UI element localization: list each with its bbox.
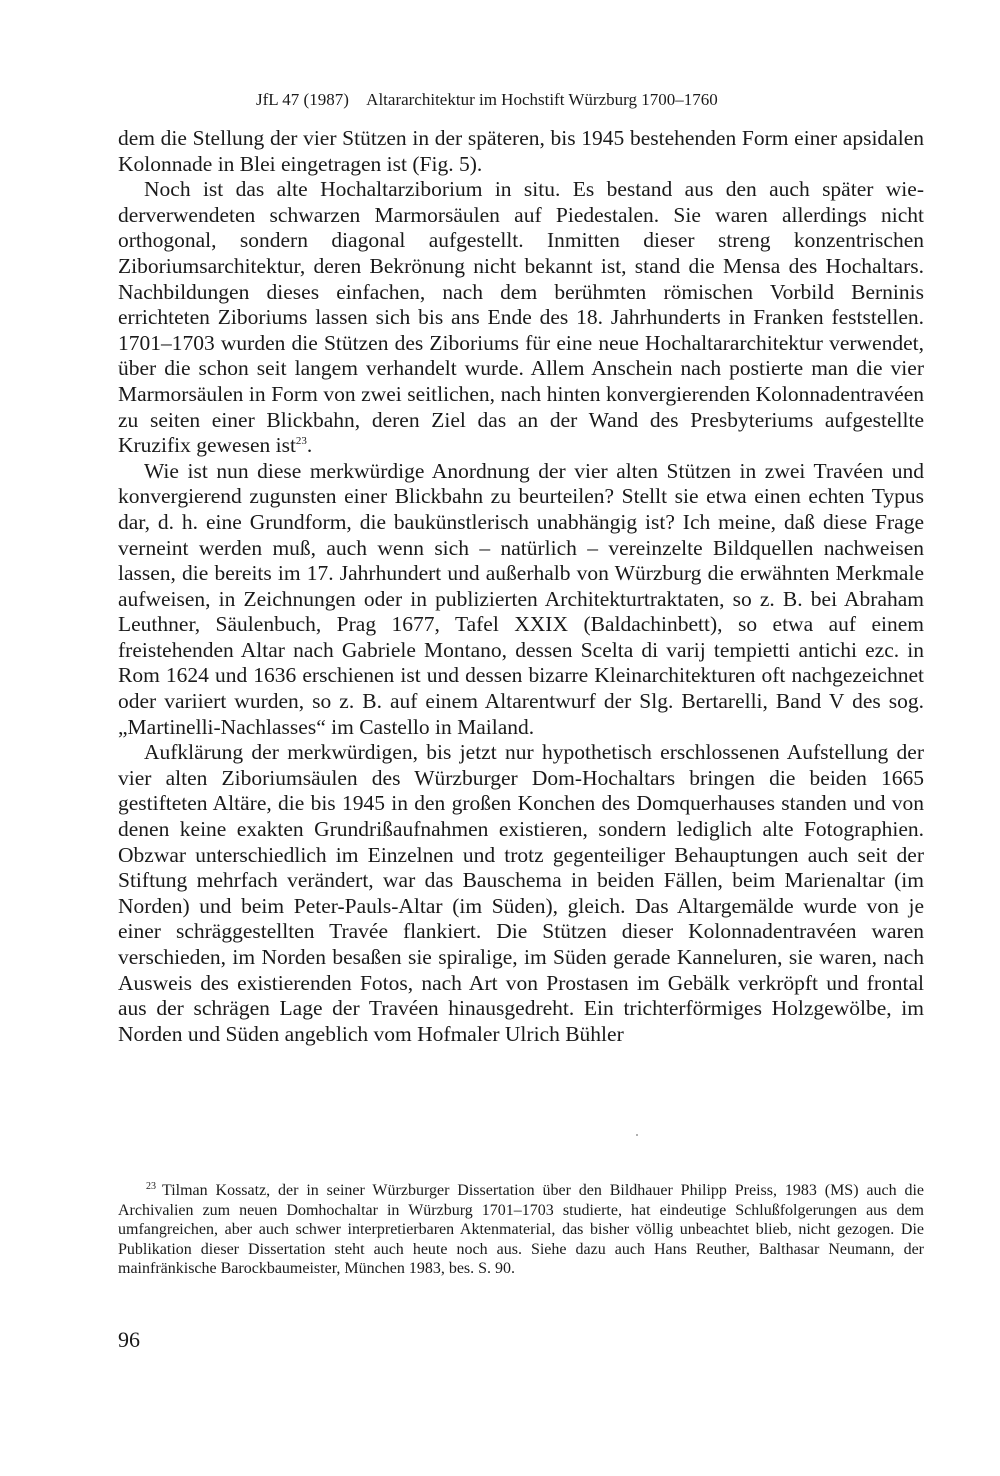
paragraph (118, 177, 924, 459)
paragraph: Aufklärung der merkwürdigen, bis jetzt nur hypothetisch erschlossenen Aufstellung der vier alten Ziboriumsäulen des Würzburger Dom-Hochaltars bringen die beiden 1665 gestifteten Altäre, die bis 1945 in den großen Konchen des Domquerhauses standen und von denen keine exakten Grundrißaufnahmen existieren, sondern lediglich alte Fotographien. Obzwar unterschiedlich im Einzelnen und trotz gegenteiliger Behauptungen auch seit der Stiftung mehrfach verändert, war das Bauschema in beiden Fällen, beim Marienaltar (im Norden) und beim Peter-Pauls-Altar (im Süden), gleich. Das Altargemälde wurde von je einer schräggestellten Travée flankiert. Die Stützen dieser Kolonnadentravéen waren verschieden, im Norden besaßen sie spiralige, im Süden gerade Kanneluren, sie waren, nach Ausweis des existierenden Fotos, nach Art von Prostasen im Gebälk verkröpft und frontal aus der schrägen Lage der Travéen hinausgedreht. Ein trichterförmiges Holzgewölbe, im Norden und Süden angeblich vom Hofmaler Ulrich Bühler (118, 740, 924, 1046)
footnote (118, 1181, 924, 1279)
paragraph-text: Noch ist das alte Hochaltarziborium in situ. Es bestand aus den auch später wiederverwendeten schwarzen Marmorsäulen auf Piedestalen. Sie waren allerdings nicht orthogonal, sondern diagonal aufgestellt. Inmitten dieser streng konzentrischen Ziboriumsarchitektur, deren Bekrönung nicht bekannt ist, stand die Mensa des Hochaltars. Nachbildungen dieses einfachen, nach dem berühmten römischen Vorbild Berninis errichteten Ziboriums lassen sich bis ans Ende des 18. Jahrhunderts in Franken feststellen. 1701–1703 wurden die Stützen des Ziboriums für eine neue Hochaltararchitektur verwendet, über die schon seit langem verhandelt wurde. Allem Anschein nach postierte man die vier Marmorsäulen in Form von zwei seitlichen, nach hinten konvergierenden Kolonnadentravéen zu seiten einer Blickbahn, deren Ziel das an der Wand des Presbyteriums aufgestellte Kruzifix gewesen ist (118, 177, 924, 458)
paragraph: Wie ist nun diese merkwürdige Anordnung der vier alten Stützen in zwei Travéen und konvergierend zugunsten einer Blickbahn zu beurteilen? Stellt sie etwa einen echten Typus dar, d. h. eine Grundform, die baukünstlerisch unabhängig ist? Ich meine, daß diese Frage verneint werden muß, auch wenn sich – natürlich – vereinzelte Bildquellen nachweisen lassen, die bereits im 17. Jahrhundert und außerhalb von Würzburg die erwähnten Merkmale aufweisen, in Zeichnungen oder in publizierten Architekturtraktaten, so z. B. bei Abraham Leuthner, Säulenbuch, Prag 1677, Tafel XXIX (Baldachinbett), so etwa auf einem freistehenden Altar nach Gabriele Montano, dessen Scelta di varij tempietti antichi ezc. in Rom 1624 und 1636 erschienen ist und dessen bizarre Kleinarchitekturen oft nachgezeichnet oder variiert wurden, so z. B. auf einem Altarentwurf der Slg. Bertarelli, Band V des sog. „Martinelli-Nachlasses“ im Castello in Mailand. (118, 458, 924, 739)
journal-citation: JfL 47 (1987) (256, 90, 349, 109)
running-header (256, 88, 836, 112)
footnote-number: 23 (146, 1181, 156, 1192)
scan-speck (636, 1134, 638, 1136)
article-title: Altararchitektur im Hochstift Würzburg 1700–1760 (366, 90, 718, 109)
paragraph: dem die Stellung der vier Stützen in der späteren, bis 1945 bestehenden Form einer apsidalen Kolonnade in Blei eingetragen ist (Fig. 5). (118, 126, 924, 176)
paragraph-tail: . (306, 433, 313, 458)
footnote-reference[interactable]: 23 (295, 435, 307, 448)
page-number: 96 (118, 1327, 140, 1352)
footnote-text: Tilman Kossatz, der in seiner Würzburger Dissertation über den Bildhauer Philipp Preiss, 1983 (MS) auch die Archivalien zum neuen Domhochaltar in Würzburg 1701–1703 studierte, hat eindeutige Schlußfolgerungen aus dem umfangreichen, aber auch schwer interpretierbaren Aktenmaterial, das bisher völlig unbeachtet blieb, nicht gezogen. Die Publikation dieser Dissertation steht auch heute noch aus. Siehe dazu auch Hans Reuther, Balthasar Neumann, der mainfränkische Barockbaumeister, München 1983, bes. S. 90. (118, 1182, 924, 1278)
body-text (118, 126, 924, 1047)
